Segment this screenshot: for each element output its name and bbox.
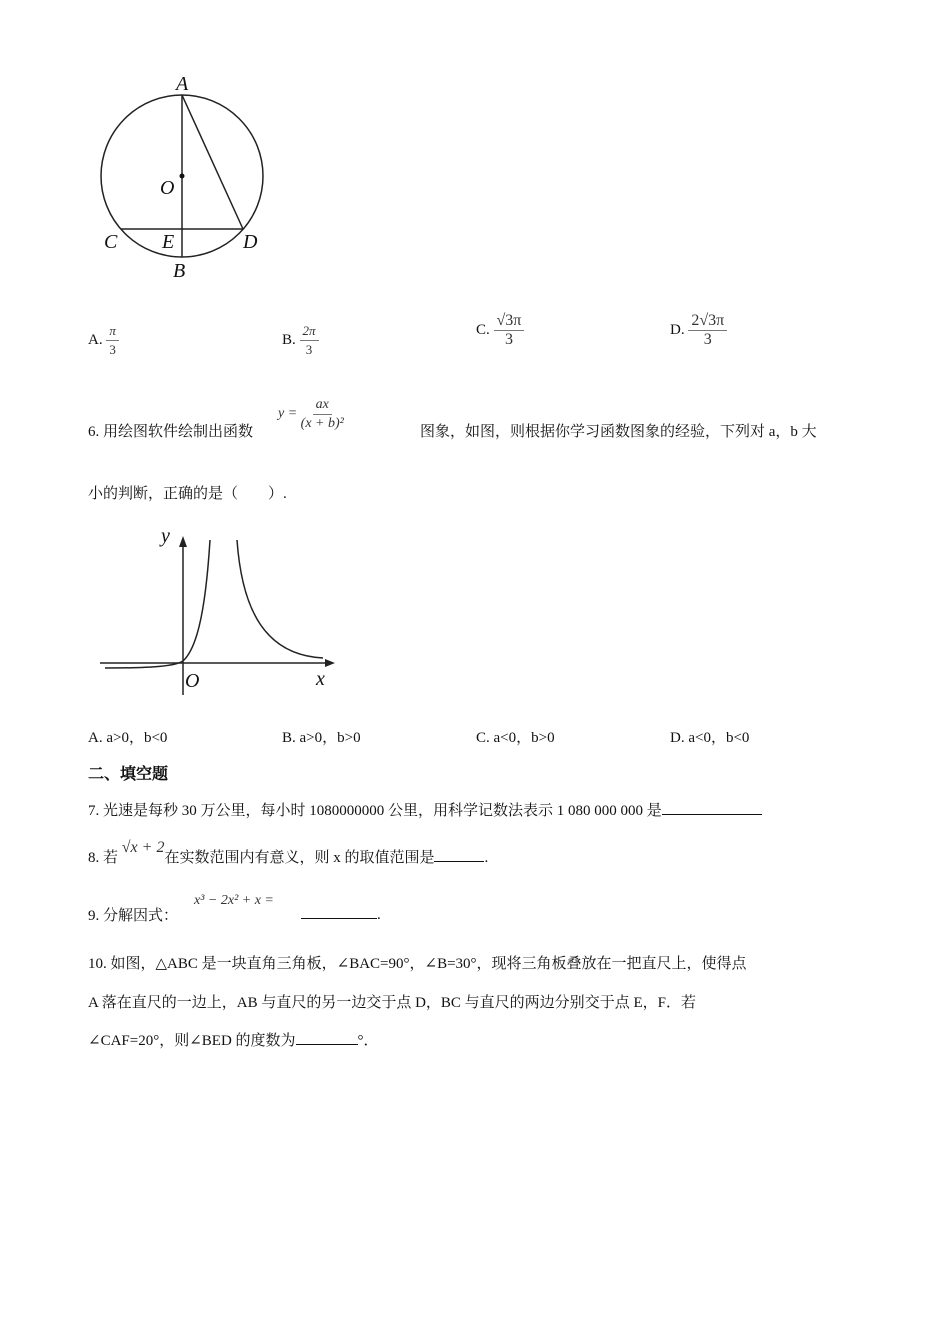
q9-expression: x³ − 2x² + x = [194, 893, 274, 908]
axis-label-y: y [161, 525, 170, 547]
label-e: E [162, 231, 175, 253]
formula-numerator: ax [313, 396, 332, 415]
option-numerator: 2√3π [688, 312, 727, 331]
answer-blank[interactable] [434, 847, 484, 862]
answer-blank[interactable] [296, 1030, 358, 1045]
axis-label-x: x [316, 668, 325, 690]
q8 [88, 839, 489, 867]
label-d: D [243, 231, 258, 253]
q10-line2: A 落在直尺的一边上，AB 与直尺的另一边交于点 D，BC 与直尺的两边分别交于点 E，F．若 [88, 995, 696, 1011]
option-numerator: 2π [300, 322, 319, 341]
q9-end: . [377, 907, 381, 923]
section-title: 二、填空题 [88, 764, 169, 783]
q9-answer [301, 904, 381, 924]
q10-line3-end: °． [357, 1033, 379, 1049]
option-denominator: 3 [109, 342, 116, 357]
label-a: A [176, 73, 189, 95]
q6-option-d[interactable]: D. a<0，b<0 [670, 730, 750, 746]
q10-line3 [88, 1029, 379, 1050]
formula-denominator: (x + b)² [300, 416, 344, 431]
q6-text-line2: 小的判断，正确的是（ ）. [88, 486, 287, 502]
q6-option-b[interactable]: B. a>0，b>0 [282, 730, 361, 746]
label-o: O [160, 177, 175, 199]
q6-text-cont: 图象，如图，则根据你学习函数图象的经验，下列对 a，b 大 [420, 424, 817, 440]
q8-suffix: 在实数范围内有意义，则 x 的取值范围是 [164, 850, 435, 866]
option-letter: D. [670, 321, 685, 338]
option-numerator: π [106, 322, 119, 341]
formula-lhs: y = [278, 406, 298, 421]
q8-prefix: 8. 若 [88, 850, 119, 866]
option-denominator: 3 [305, 342, 313, 357]
circle-figure [90, 70, 280, 285]
option-denominator: 3 [703, 331, 712, 348]
option-letter: A. [88, 331, 103, 348]
option-letter: C. [476, 321, 490, 338]
q5-option-d[interactable] [670, 312, 727, 349]
q5-option-b[interactable] [282, 322, 319, 359]
q6-text: 6. 用绘图软件绘制出函数 [88, 424, 254, 440]
label-b: B [173, 260, 186, 282]
curve-right-branch [237, 540, 323, 658]
q8-radical: √x + 2 [121, 839, 165, 856]
q6-option-a[interactable]: A. a>0，b<0 [88, 730, 168, 746]
answer-blank[interactable] [662, 800, 762, 815]
option-numerator: √3π [494, 312, 525, 331]
q7 [88, 799, 762, 820]
q10-line1: 10. 如图，△ABC 是一块直角三角板，∠BAC=90°，∠B=30°，现将三角板叠放在一把直尺上，使得点 [88, 956, 747, 972]
center-point [180, 174, 185, 179]
q6-formula [278, 396, 344, 433]
answer-blank[interactable] [301, 904, 377, 919]
origin-label: O [185, 670, 200, 692]
curve-left-branch [105, 540, 210, 668]
option-letter: B. [282, 331, 296, 348]
option-denominator: 3 [504, 331, 513, 348]
function-graph [95, 520, 345, 695]
q6-option-c[interactable]: C. a<0，b>0 [476, 730, 555, 746]
q8-end: . [484, 850, 489, 866]
chord-ad [182, 95, 243, 229]
label-c: C [104, 231, 118, 253]
x-axis-arrow [325, 659, 335, 667]
q7-text: 7. 光速是每秒 30 万公里，每小时 1080000000 公里，用科学记数法表示 1 080 000 000 是 [88, 803, 662, 819]
q10-line3-text: ∠CAF=20°，则∠BED 的度数为 [88, 1033, 296, 1049]
q5-option-c[interactable] [476, 312, 524, 349]
y-axis-arrow [179, 536, 187, 547]
q5-option-a[interactable] [88, 322, 119, 359]
q9-prefix: 9. 分解因式： [88, 908, 179, 924]
